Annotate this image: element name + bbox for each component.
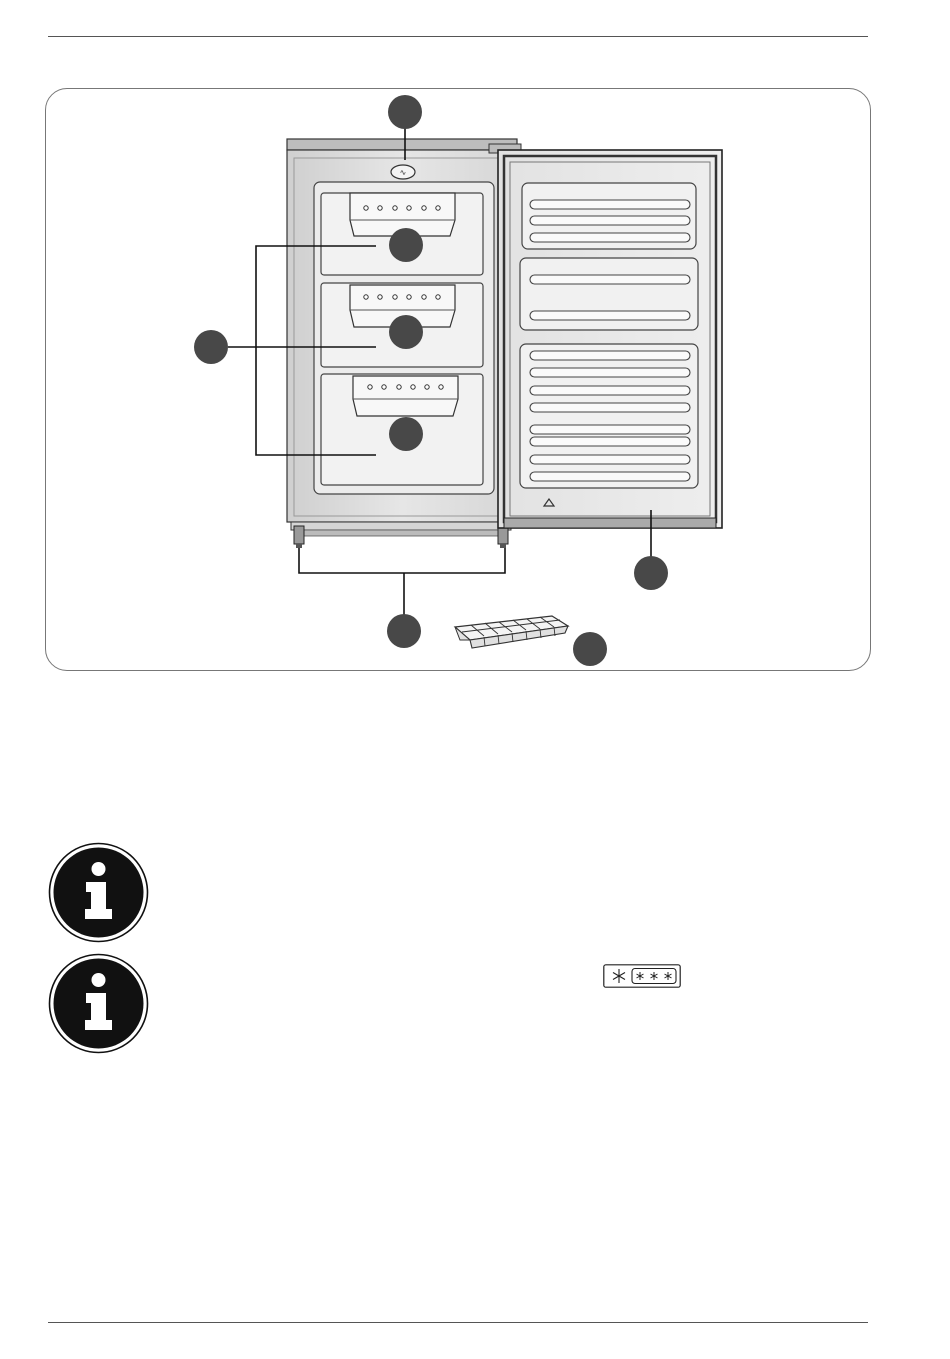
callout-marker <box>389 315 423 349</box>
footer-rule <box>48 1322 868 1323</box>
callout-marker <box>389 417 423 451</box>
callout-marker <box>387 614 421 648</box>
freezer-door <box>489 144 722 528</box>
callout-marker <box>634 556 668 590</box>
callout-marker <box>388 95 422 129</box>
info-icon <box>48 842 149 943</box>
info-icon <box>48 953 149 1054</box>
thermostat-knob <box>391 165 415 179</box>
ice-cube-tray <box>455 616 568 648</box>
callout-marker <box>194 330 228 364</box>
four-star-freezer-symbol <box>603 964 681 988</box>
callout-marker <box>573 632 607 666</box>
callout-marker <box>389 228 423 262</box>
svg-text:∿: ∿ <box>399 168 407 177</box>
